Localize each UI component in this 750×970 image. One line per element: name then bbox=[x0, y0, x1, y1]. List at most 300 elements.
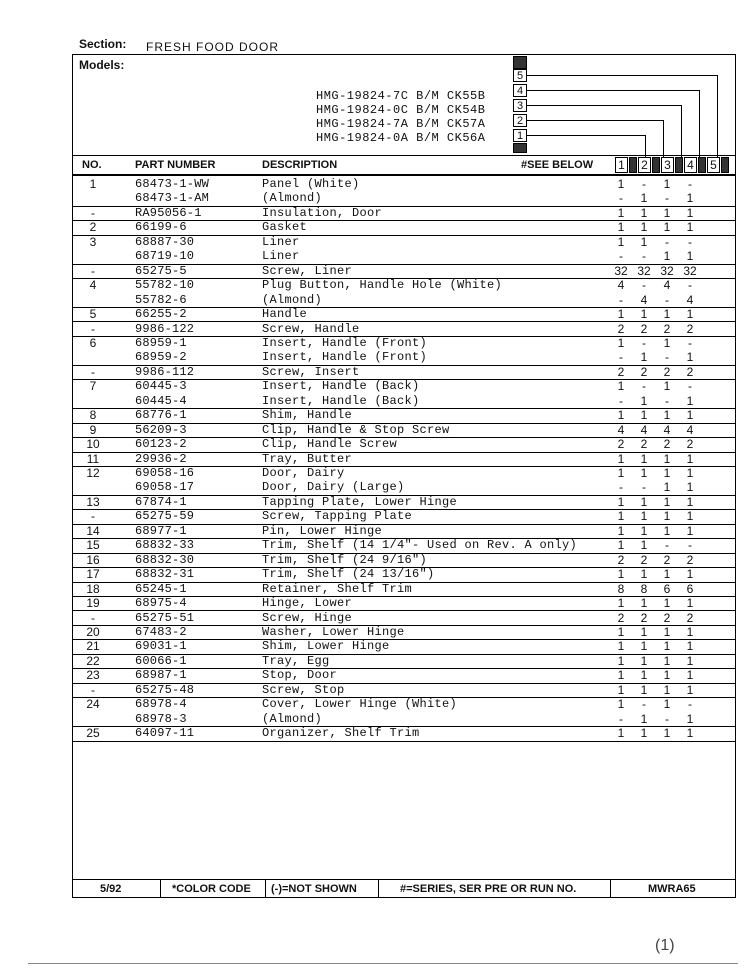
model-box-top-mark bbox=[513, 56, 527, 69]
table-row bbox=[73, 322, 735, 337]
row-part-number: 68959-2 bbox=[135, 350, 187, 365]
row-qty-model-4: - bbox=[688, 177, 692, 191]
row-qty-model-2: 1 bbox=[640, 350, 648, 365]
row-qty-model-3: 1 bbox=[663, 408, 671, 423]
row-item-number: 20 bbox=[86, 624, 100, 639]
row-item-number: 18 bbox=[86, 581, 100, 596]
col-box-divider bbox=[698, 157, 706, 173]
row-description: (Almond) bbox=[262, 292, 323, 307]
table-row bbox=[73, 350, 735, 365]
row-part-number: 68975-4 bbox=[135, 596, 187, 611]
row-qty-model-4: 2 bbox=[686, 610, 694, 625]
row-part-number: 60445-3 bbox=[135, 379, 187, 394]
row-part-number: 55782-6 bbox=[135, 292, 187, 307]
row-qty-model-1: 1 bbox=[617, 523, 625, 538]
row-qty-model-4: 1 bbox=[686, 220, 694, 235]
row-qty-model-4: 1 bbox=[686, 668, 694, 683]
row-qty-model-2: - bbox=[642, 278, 646, 293]
table-row bbox=[73, 495, 735, 510]
page-mark: (1) bbox=[655, 937, 675, 954]
section-label: Section: bbox=[79, 37, 127, 51]
row-description: Liner bbox=[262, 249, 300, 264]
row-description: Screw, Liner bbox=[262, 263, 353, 278]
table-row bbox=[73, 726, 735, 741]
row-qty-model-3: 32 bbox=[660, 263, 674, 278]
row-qty-model-3: 1 bbox=[663, 567, 671, 582]
row-qty-model-3: 1 bbox=[663, 205, 671, 220]
row-qty-model-2: 1 bbox=[640, 567, 648, 582]
row-qty-model-4: 1 bbox=[686, 451, 694, 466]
row-part-number: 68978-3 bbox=[135, 711, 187, 726]
row-qty-model-1: - bbox=[619, 191, 623, 206]
row-item-number: 9 bbox=[89, 422, 97, 437]
row-part-number: 69031-1 bbox=[135, 639, 187, 654]
row-qty-model-2: 1 bbox=[640, 596, 648, 611]
row-part-number: 66255-2 bbox=[135, 307, 187, 322]
model-box-5: 5 bbox=[513, 69, 527, 82]
row-item-number: - bbox=[91, 364, 95, 379]
row-description: Insulation, Door bbox=[262, 205, 383, 220]
row-qty-model-1: 1 bbox=[617, 335, 625, 350]
table-row bbox=[73, 639, 735, 654]
row-qty-model-1: 1 bbox=[617, 726, 625, 741]
row-qty-model-1: 4 bbox=[617, 422, 625, 437]
row-part-number: 65245-1 bbox=[135, 581, 187, 596]
connector-line bbox=[717, 75, 718, 157]
row-item-number: - bbox=[91, 263, 95, 278]
table-row bbox=[73, 480, 735, 495]
row-part-number: 9986-122 bbox=[135, 321, 195, 336]
row-qty-model-1: 1 bbox=[617, 624, 625, 639]
row-description: Gasket bbox=[262, 220, 308, 235]
row-qty-model-2: 1 bbox=[640, 191, 648, 206]
row-item-number: 10 bbox=[86, 437, 100, 452]
row-description: Insert, Handle (Front) bbox=[262, 350, 428, 365]
row-qty-model-1: 2 bbox=[617, 552, 625, 567]
row-part-number: 65275-59 bbox=[135, 509, 195, 524]
row-qty-model-4: 2 bbox=[686, 364, 694, 379]
row-part-number: 68473-1-AM bbox=[135, 191, 210, 206]
row-description: Cover, Lower Hinge (White) bbox=[262, 697, 458, 712]
connector-line bbox=[645, 135, 646, 157]
row-qty-model-1: 1 bbox=[617, 408, 625, 423]
footer-color-code: *COLOR CODE bbox=[172, 883, 251, 895]
row-item-number: - bbox=[91, 205, 95, 220]
header-rule bbox=[73, 155, 735, 156]
row-qty-model-4: 1 bbox=[686, 682, 694, 697]
row-description: Hinge, Lower bbox=[262, 596, 353, 611]
col-box-3: 3 bbox=[661, 157, 674, 173]
bottom-rule bbox=[28, 963, 738, 964]
row-qty-model-1: 1 bbox=[617, 307, 625, 322]
row-qty-model-3: 1 bbox=[663, 639, 671, 654]
row-qty-model-3: 2 bbox=[663, 321, 671, 336]
table-row bbox=[73, 538, 735, 553]
row-qty-model-2: 2 bbox=[640, 364, 648, 379]
row-qty-model-1: 1 bbox=[617, 567, 625, 582]
footer-divider bbox=[378, 880, 379, 898]
row-item-number: 15 bbox=[86, 538, 100, 553]
row-qty-model-2: - bbox=[642, 335, 646, 350]
row-qty-model-3: 1 bbox=[663, 177, 671, 191]
row-item-number: 8 bbox=[89, 408, 97, 423]
footer-divider bbox=[160, 880, 161, 898]
row-qty-model-4: 1 bbox=[686, 307, 694, 322]
row-qty-model-4: 6 bbox=[686, 581, 694, 596]
row-qty-model-1: 1 bbox=[617, 177, 625, 191]
row-qty-model-4: 1 bbox=[686, 350, 694, 365]
table-row bbox=[73, 264, 735, 279]
row-part-number: 68832-31 bbox=[135, 567, 195, 582]
table-row bbox=[73, 365, 735, 380]
row-qty-model-4: 1 bbox=[686, 523, 694, 538]
row-part-number: 68959-1 bbox=[135, 335, 187, 350]
footer-series-note: #=SERIES, SER PRE OR RUN NO. bbox=[400, 883, 577, 895]
row-description: Shim, Lower Hinge bbox=[262, 639, 390, 654]
row-item-number: 7 bbox=[89, 379, 97, 394]
row-part-number: 66199-6 bbox=[135, 220, 187, 235]
row-part-number: 68832-30 bbox=[135, 552, 195, 567]
row-description: Trim, Shelf (14 1/4"- Used on Rev. A only) bbox=[262, 538, 578, 553]
row-qty-model-3: 1 bbox=[663, 220, 671, 235]
row-description: Tray, Butter bbox=[262, 451, 353, 466]
connector-line bbox=[527, 120, 663, 121]
row-qty-model-4: 1 bbox=[686, 639, 694, 654]
table-row bbox=[73, 553, 735, 568]
section-value: FRESH FOOD DOOR bbox=[146, 40, 280, 54]
connector-line bbox=[527, 105, 681, 106]
row-description: Stop, Door bbox=[262, 668, 338, 683]
table-row bbox=[73, 582, 735, 597]
row-qty-model-1: 2 bbox=[617, 610, 625, 625]
col-box-1: 1 bbox=[615, 157, 628, 173]
row-qty-model-4: 4 bbox=[686, 422, 694, 437]
table-row bbox=[73, 683, 735, 698]
table-row bbox=[73, 596, 735, 611]
row-qty-model-2: 1 bbox=[640, 711, 648, 726]
table-row bbox=[73, 509, 735, 524]
col-box-divider bbox=[721, 157, 729, 173]
row-item-number: 5 bbox=[89, 307, 97, 322]
row-qty-model-2: 1 bbox=[640, 466, 648, 480]
row-part-number: 68719-10 bbox=[135, 249, 195, 264]
table-row bbox=[73, 611, 735, 626]
table-row bbox=[73, 394, 735, 409]
row-item-number: 19 bbox=[86, 596, 100, 611]
row-qty-model-3: 2 bbox=[663, 364, 671, 379]
table-row bbox=[73, 654, 735, 669]
footer-not-shown: (-)=NOT SHOWN bbox=[271, 883, 357, 895]
row-qty-model-2: 1 bbox=[640, 307, 648, 322]
row-qty-model-4: 4 bbox=[686, 292, 694, 307]
row-qty-model-1: 1 bbox=[617, 538, 625, 553]
row-description: (Almond) bbox=[262, 191, 323, 206]
row-qty-model-2: 1 bbox=[640, 451, 648, 466]
row-qty-model-1: 1 bbox=[617, 379, 625, 394]
row-qty-model-4: - bbox=[688, 538, 692, 553]
table-row bbox=[73, 452, 735, 467]
row-part-number: 9986-112 bbox=[135, 364, 195, 379]
model-box-2: 2 bbox=[513, 114, 527, 127]
row-description: Screw, Stop bbox=[262, 682, 345, 697]
row-qty-model-3: 1 bbox=[663, 494, 671, 509]
table-row bbox=[73, 293, 735, 308]
col-box-4: 4 bbox=[684, 157, 697, 173]
row-qty-model-2: 4 bbox=[640, 422, 648, 437]
row-part-number: 68977-1 bbox=[135, 523, 187, 538]
col-header-part-number: PART NUMBER bbox=[135, 159, 216, 171]
row-item-number: 22 bbox=[86, 653, 100, 668]
row-qty-model-4: 1 bbox=[686, 191, 694, 206]
row-qty-model-2: 2 bbox=[640, 321, 648, 336]
row-item-number: - bbox=[91, 682, 95, 697]
row-description: Clip, Handle & Stop Screw bbox=[262, 422, 450, 437]
row-qty-model-4: 32 bbox=[683, 263, 697, 278]
row-qty-model-2: - bbox=[642, 177, 646, 191]
row-qty-model-1: 1 bbox=[617, 682, 625, 697]
row-part-number: 69058-16 bbox=[135, 466, 195, 480]
row-qty-model-3: - bbox=[665, 292, 669, 307]
table-row bbox=[73, 379, 735, 393]
row-description: Screw, Insert bbox=[262, 364, 360, 379]
row-qty-model-1: - bbox=[619, 711, 623, 726]
row-qty-model-2: - bbox=[642, 480, 646, 495]
row-part-number: 68776-1 bbox=[135, 408, 187, 423]
row-qty-model-3: - bbox=[665, 711, 669, 726]
row-qty-model-4: 2 bbox=[686, 321, 694, 336]
row-qty-model-3: 6 bbox=[663, 581, 671, 596]
row-qty-model-2: 1 bbox=[640, 653, 648, 668]
header-bottom-rule bbox=[73, 174, 735, 176]
row-qty-model-1: 1 bbox=[617, 596, 625, 611]
row-qty-model-3: 1 bbox=[663, 668, 671, 683]
row-qty-model-2: - bbox=[642, 249, 646, 264]
col-box-5: 5 bbox=[707, 157, 720, 173]
row-qty-model-4: 1 bbox=[686, 466, 694, 480]
row-part-number: 65275-5 bbox=[135, 263, 187, 278]
table-row bbox=[73, 524, 735, 539]
row-item-number: 4 bbox=[89, 278, 97, 293]
row-qty-model-4: 1 bbox=[686, 726, 694, 741]
row-item-number: 2 bbox=[89, 220, 97, 235]
row-qty-model-3: 1 bbox=[663, 451, 671, 466]
row-qty-model-3: 1 bbox=[663, 726, 671, 741]
row-qty-model-1: - bbox=[619, 249, 623, 264]
row-qty-model-2: - bbox=[642, 697, 646, 712]
table-row bbox=[73, 307, 735, 322]
row-item-number: 3 bbox=[89, 234, 97, 249]
row-description: Door, Dairy bbox=[262, 466, 345, 480]
row-qty-model-4: 1 bbox=[686, 596, 694, 611]
model-line-4: HMG-19824-7C B/M CK55B bbox=[316, 89, 486, 103]
table-row bbox=[73, 423, 735, 438]
row-qty-model-4: 1 bbox=[686, 509, 694, 524]
row-qty-model-3: 1 bbox=[663, 682, 671, 697]
row-qty-model-2: 1 bbox=[640, 523, 648, 538]
row-qty-model-3: 1 bbox=[663, 596, 671, 611]
table-row bbox=[73, 177, 735, 191]
table-row bbox=[73, 697, 735, 711]
table-row bbox=[73, 668, 735, 683]
row-part-number: 67874-1 bbox=[135, 494, 187, 509]
row-qty-model-1: 2 bbox=[617, 437, 625, 452]
row-qty-model-4: - bbox=[688, 335, 692, 350]
row-part-number: 68978-4 bbox=[135, 697, 187, 712]
connector-line bbox=[681, 105, 682, 157]
row-qty-model-3: 1 bbox=[663, 480, 671, 495]
row-qty-model-3: 1 bbox=[663, 379, 671, 394]
row-description: Door, Dairy (Large) bbox=[262, 480, 405, 495]
table-row bbox=[73, 336, 735, 350]
footer-divider bbox=[265, 880, 266, 898]
row-qty-model-1: 8 bbox=[617, 581, 625, 596]
table-row bbox=[73, 567, 735, 582]
row-qty-model-1: 32 bbox=[614, 263, 628, 278]
row-item-number: - bbox=[91, 610, 95, 625]
row-qty-model-4: 1 bbox=[686, 408, 694, 423]
row-description: Trim, Shelf (24 13/16") bbox=[262, 567, 435, 582]
row-part-number: 68473-1-WW bbox=[135, 177, 210, 191]
row-qty-model-3: 4 bbox=[663, 278, 671, 293]
row-qty-model-3: 1 bbox=[663, 335, 671, 350]
row-description: Plug Button, Handle Hole (White) bbox=[262, 278, 503, 293]
row-qty-model-4: - bbox=[688, 234, 692, 249]
row-item-number: 13 bbox=[86, 494, 100, 509]
row-qty-model-3: 2 bbox=[663, 552, 671, 567]
row-description: Handle bbox=[262, 307, 308, 322]
row-qty-model-1: - bbox=[619, 350, 623, 365]
col-box-divider bbox=[629, 157, 637, 173]
row-qty-model-3: - bbox=[665, 191, 669, 206]
table-row bbox=[73, 206, 735, 221]
row-item-number: 25 bbox=[86, 726, 100, 741]
row-qty-model-2: 4 bbox=[640, 292, 648, 307]
table-row bbox=[73, 625, 735, 640]
models-label: Models: bbox=[79, 58, 125, 72]
table-row bbox=[73, 249, 735, 264]
row-description: Screw, Tapping Plate bbox=[262, 509, 413, 524]
row-part-number: 29936-2 bbox=[135, 451, 187, 466]
row-qty-model-3: 1 bbox=[663, 697, 671, 712]
col-box-divider bbox=[675, 157, 683, 173]
row-item-number: 21 bbox=[86, 639, 100, 654]
col-header-no: NO. bbox=[82, 159, 102, 171]
connector-line bbox=[527, 75, 717, 76]
row-qty-model-2: 1 bbox=[640, 220, 648, 235]
row-qty-model-4: - bbox=[688, 379, 692, 394]
row-part-number: 68887-30 bbox=[135, 234, 195, 249]
table-row bbox=[73, 278, 735, 292]
connector-line bbox=[699, 90, 700, 157]
row-qty-model-3: 2 bbox=[663, 610, 671, 625]
row-item-number: 6 bbox=[89, 335, 97, 350]
model-line-1: HMG-19824-0A B/M CK56A bbox=[316, 131, 486, 145]
row-item-number: - bbox=[91, 509, 95, 524]
row-qty-model-1: 1 bbox=[617, 451, 625, 466]
connector-line bbox=[527, 135, 645, 136]
row-qty-model-2: 1 bbox=[640, 639, 648, 654]
row-qty-model-4: 1 bbox=[686, 653, 694, 668]
row-qty-model-3: 1 bbox=[663, 466, 671, 480]
col-box-divider bbox=[652, 157, 660, 173]
row-qty-model-1: 1 bbox=[617, 466, 625, 480]
row-qty-model-1: - bbox=[619, 480, 623, 495]
row-part-number: 55782-10 bbox=[135, 278, 195, 293]
footer-doc-code: MWRA65 bbox=[648, 883, 696, 895]
table-row bbox=[73, 437, 735, 452]
row-qty-model-2: 1 bbox=[640, 205, 648, 220]
row-qty-model-4: 2 bbox=[686, 437, 694, 452]
table-row bbox=[73, 220, 735, 235]
row-qty-model-2: 1 bbox=[640, 726, 648, 741]
row-part-number: 60445-4 bbox=[135, 393, 187, 408]
model-box-1: 1 bbox=[513, 129, 527, 142]
row-description: Retainer, Shelf Trim bbox=[262, 581, 413, 596]
row-qty-model-3: 2 bbox=[663, 437, 671, 452]
row-qty-model-3: - bbox=[665, 393, 669, 408]
row-part-number: 65275-51 bbox=[135, 610, 195, 625]
row-description: Pin, Lower Hinge bbox=[262, 523, 383, 538]
row-description: Washer, Lower Hinge bbox=[262, 624, 405, 639]
row-qty-model-3: - bbox=[665, 350, 669, 365]
row-description: Shim, Handle bbox=[262, 408, 353, 423]
footer-rule bbox=[73, 879, 735, 880]
row-part-number: 67483-2 bbox=[135, 624, 187, 639]
row-qty-model-2: 1 bbox=[640, 668, 648, 683]
row-item-number: 14 bbox=[86, 523, 100, 538]
row-qty-model-4: 1 bbox=[686, 567, 694, 582]
row-item-number: - bbox=[91, 321, 95, 336]
row-description: Screw, Hinge bbox=[262, 610, 353, 625]
table-row bbox=[73, 466, 735, 480]
model-box-4: 4 bbox=[513, 84, 527, 97]
row-qty-model-1: 2 bbox=[617, 321, 625, 336]
row-part-number: 65275-48 bbox=[135, 682, 195, 697]
row-description: Insert, Handle (Back) bbox=[262, 393, 420, 408]
row-description: Liner bbox=[262, 234, 300, 249]
row-qty-model-4: 1 bbox=[686, 205, 694, 220]
row-item-number: 23 bbox=[86, 668, 100, 683]
table-row bbox=[73, 191, 735, 206]
row-item-number: 1 bbox=[89, 177, 97, 191]
row-qty-model-2: 8 bbox=[640, 581, 648, 596]
row-qty-model-2: 1 bbox=[640, 509, 648, 524]
row-qty-model-3: 1 bbox=[663, 624, 671, 639]
footer-date: 5/92 bbox=[100, 883, 122, 895]
row-qty-model-2: 1 bbox=[640, 538, 648, 553]
connector-line bbox=[527, 90, 699, 91]
row-qty-model-1: 1 bbox=[617, 668, 625, 683]
row-item-number: 24 bbox=[86, 697, 100, 712]
row-qty-model-1: 1 bbox=[617, 653, 625, 668]
row-part-number: RA95056-1 bbox=[135, 205, 202, 220]
row-item-number: 11 bbox=[86, 451, 100, 466]
row-qty-model-3: 1 bbox=[663, 509, 671, 524]
row-qty-model-3: 1 bbox=[663, 307, 671, 322]
row-part-number: 69058-17 bbox=[135, 480, 195, 495]
row-qty-model-1: - bbox=[619, 292, 623, 307]
row-part-number: 68987-1 bbox=[135, 668, 187, 683]
row-qty-model-2: 2 bbox=[640, 437, 648, 452]
row-item-number: 12 bbox=[86, 466, 100, 480]
row-qty-model-4: 1 bbox=[686, 480, 694, 495]
row-qty-model-3: 1 bbox=[663, 523, 671, 538]
row-part-number: 64097-11 bbox=[135, 726, 195, 741]
row-description: Tray, Egg bbox=[262, 653, 330, 668]
row-description: Insert, Handle (Back) bbox=[262, 379, 420, 394]
row-qty-model-2: 1 bbox=[640, 624, 648, 639]
row-qty-model-2: 2 bbox=[640, 552, 648, 567]
